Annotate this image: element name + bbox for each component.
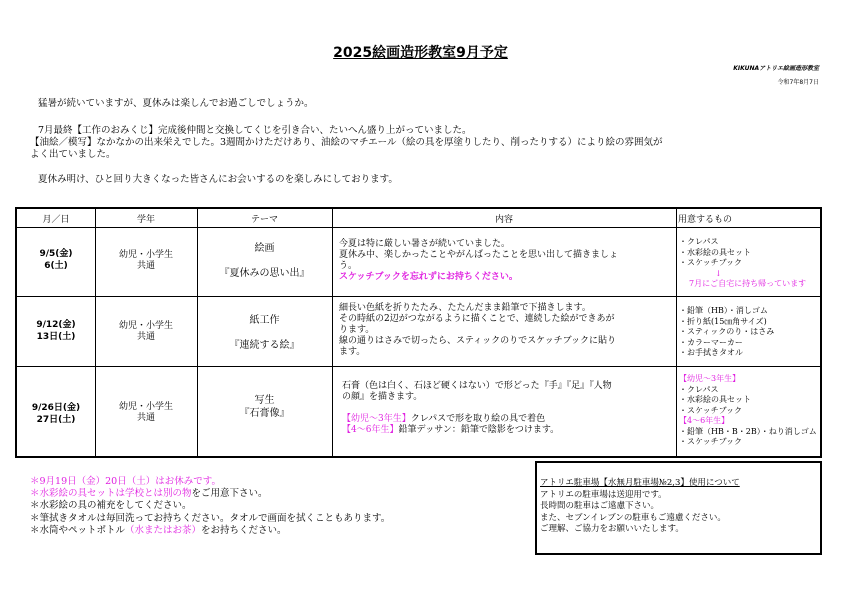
row1-date-line-1: 9/5(金)	[39, 249, 73, 259]
material-item: ・お手拭きタオル	[679, 348, 743, 357]
notes-list	[30, 476, 390, 537]
row3-content-group-a	[342, 414, 676, 425]
row1-content-highlight: スケッチブックを忘れずにお持ちください。	[339, 272, 518, 282]
row2-grade	[95, 321, 197, 343]
material-item: ・水彩絵の具セット	[679, 247, 751, 257]
row1-materials	[679, 237, 824, 290]
row3-theme	[197, 394, 332, 420]
row3-grade	[95, 402, 197, 424]
column-divider	[676, 209, 677, 456]
row2-date	[17, 319, 95, 343]
intro-paragraph-3-line-1: 【油絵／模写】なかなかの出来栄えでした。3週間かけただけあり、油絵のマチエール（絵の具を厚塗りしたり、削ったりする）により絵の雰囲気が	[30, 137, 663, 148]
note-paint-set-highlight: ＊水彩絵の具セットは学校とは別の物	[30, 488, 192, 500]
note-paint-set	[30, 488, 390, 500]
organization-name: KIKUNAアトリエ絵画造形教室	[733, 65, 819, 72]
row3-content-line: の顔』を描きます。	[342, 392, 423, 402]
material-item: ・折り紙(15㎝角サイズ)	[679, 316, 767, 326]
material-item: ・クレパス	[679, 384, 719, 394]
parking-notice-title: アトリエ駐車場【水無月駐車場№2,3】使用について	[540, 478, 740, 488]
row3-date	[17, 402, 95, 426]
row2-content-line: ます。	[339, 347, 366, 357]
material-item: ・水彩絵の具セット	[679, 395, 751, 404]
parking-line: 長時間の駐車はご遠慮下さい。	[540, 501, 660, 511]
row3-content-tag-a: 【幼児～3年生】	[342, 414, 411, 424]
row1-grade	[95, 250, 197, 272]
row1-date	[17, 248, 95, 272]
row1-materials-note: 7月にご自宅に持ち帰っています	[689, 279, 807, 288]
material-item: ・クレパス	[679, 237, 719, 246]
row3-materials	[679, 374, 824, 448]
parking-line: ご理解、ご協力をお願いいたします。	[540, 524, 684, 534]
row1-theme	[197, 242, 332, 280]
note-refill: ＊水彩絵の具の補充をしてください。	[30, 500, 192, 512]
row3-content-line: 石膏（色は白く、石ほど硬くはない）で形どった『手』『足』『人物	[342, 381, 612, 391]
row1-theme-category: 絵画	[254, 243, 275, 254]
row1-content-line: う。	[339, 261, 358, 271]
row3-content	[342, 381, 676, 436]
note-drinks	[30, 525, 390, 537]
row1-grade-line-1: 幼児・小学生	[118, 250, 173, 260]
row3-content-text-a: クレパスで形を取り絵の具で着色	[410, 414, 546, 424]
material-item: ・鉛筆（HB）・消しゴム	[679, 306, 768, 315]
row3-grade-line-1: 幼児・小学生	[118, 402, 173, 412]
row3-content-group-b	[342, 425, 676, 436]
note-holiday: ＊9月19日（金）20日（土）はお休みです。	[30, 476, 221, 487]
note-paint-set-text: をご用意下さい。	[191, 488, 268, 500]
material-item: ・スケッチブック	[679, 258, 743, 267]
header-grade: 学年	[136, 215, 155, 225]
row2-content-line: ります。	[339, 325, 375, 335]
header-content: 内容	[494, 215, 513, 225]
note-towel: ＊筆拭きタオルは毎回洗ってお持ちください。タオルで画面を拭くこともあります。	[30, 512, 391, 524]
intro-paragraph-4: 夏休み明け、ひと回り大きくなった皆さんにお会いするのを楽しみにしております。	[38, 174, 398, 185]
column-divider	[332, 209, 333, 456]
intro-paragraph-3	[30, 137, 820, 161]
row2-content	[339, 303, 673, 358]
row1-content	[339, 239, 673, 283]
row2-grade-line-1: 幼児・小学生	[118, 321, 173, 331]
material-item: ・スティックのり・はさみ	[679, 327, 775, 336]
row2-content-line: その時紙の2辺がつながるように描くことで、連続した絵ができあが	[339, 314, 615, 324]
row2-materials	[679, 306, 824, 359]
header-date: 月／日	[42, 215, 70, 225]
row2-date-line-1: 9/12(金)	[36, 320, 76, 330]
schedule-table	[15, 207, 822, 458]
row1-content-line: 夏休み中、楽しかったことやがんばったことを思い出して描きましょ	[339, 250, 619, 260]
row2-theme-category: 紙工作	[249, 315, 280, 326]
header-theme: テーマ	[250, 215, 278, 225]
material-item: ・鉛筆（HB・B・2B）・ねり消しゴム	[679, 426, 817, 436]
intro-paragraph-3-line-2: よく出ていました。	[30, 149, 116, 160]
row1-date-line-2: 6(土)	[44, 261, 68, 271]
row3-materials-tag-a: 【幼児～3年生】	[679, 374, 741, 383]
parking-notice	[540, 478, 740, 536]
material-item: ・スケッチブック	[679, 405, 743, 415]
note-drinks-highlight: （水またはお茶）	[125, 524, 202, 536]
row3-content-tag-b: 【4～6年生】	[342, 425, 399, 435]
row2-theme	[197, 314, 332, 352]
row3-date-line-2: 27日(土)	[36, 415, 76, 425]
row3-theme-title: 『石膏像』	[239, 408, 290, 419]
row3-content-text-b: 鉛筆デッサン：鉛筆で陰影をつけます。	[398, 425, 560, 435]
material-item: ・カラーマーカー	[679, 337, 743, 347]
note-drinks-text-end: をお持ちください。	[201, 524, 287, 536]
down-arrow-icon: ↓	[715, 268, 722, 278]
row1-theme-title: 『夏休みの思い出』	[219, 268, 310, 279]
material-item: ・スケッチブック	[679, 437, 743, 446]
row3-date-line-1: 9/26日(金)	[31, 403, 81, 413]
note-drinks-text: ＊水筒やペットボトル	[30, 524, 126, 536]
issue-date: 令和7年8月7日	[777, 79, 819, 86]
row3-theme-category: 写生	[254, 395, 275, 406]
parking-line: アトリエの駐車場は送迎用です。	[540, 489, 667, 500]
row2-grade-line-2: 共通	[136, 332, 155, 342]
header-materials: 用意するもの	[678, 215, 733, 225]
row2-theme-title: 『連続する絵』	[229, 340, 300, 351]
row3-grade-line-2: 共通	[136, 413, 155, 423]
intro-paragraph-1: 猛暑が続いていますが、夏休みは楽しんでお過ごしでしょうか。	[38, 98, 314, 109]
row1-content-line: 今夏は特に厳しい暑さが続いていました。	[339, 239, 511, 249]
parking-line: また、セブンイレブンの駐車もご遠慮ください。	[540, 512, 726, 523]
row3-materials-tag-b: 【4～6年生】	[679, 416, 730, 425]
intro-paragraph-2: 7月最終【工作のおみくじ】完成後仲間と交換してくじを引き合い、たいへん盛り上がっていました。	[38, 125, 472, 136]
row1-grade-line-2: 共通	[136, 261, 155, 271]
row2-content-line: 線の通りはさみで切ったら、スティックのりでスケッチブックに貼り	[339, 336, 617, 346]
row2-date-line-2: 13日(土)	[36, 332, 76, 342]
row2-content-line: 細長い色紙を折りたたみ、たたんだまま鉛筆で下描きします。	[339, 303, 591, 313]
page-title: 2025絵画造形教室9月予定	[333, 45, 508, 61]
